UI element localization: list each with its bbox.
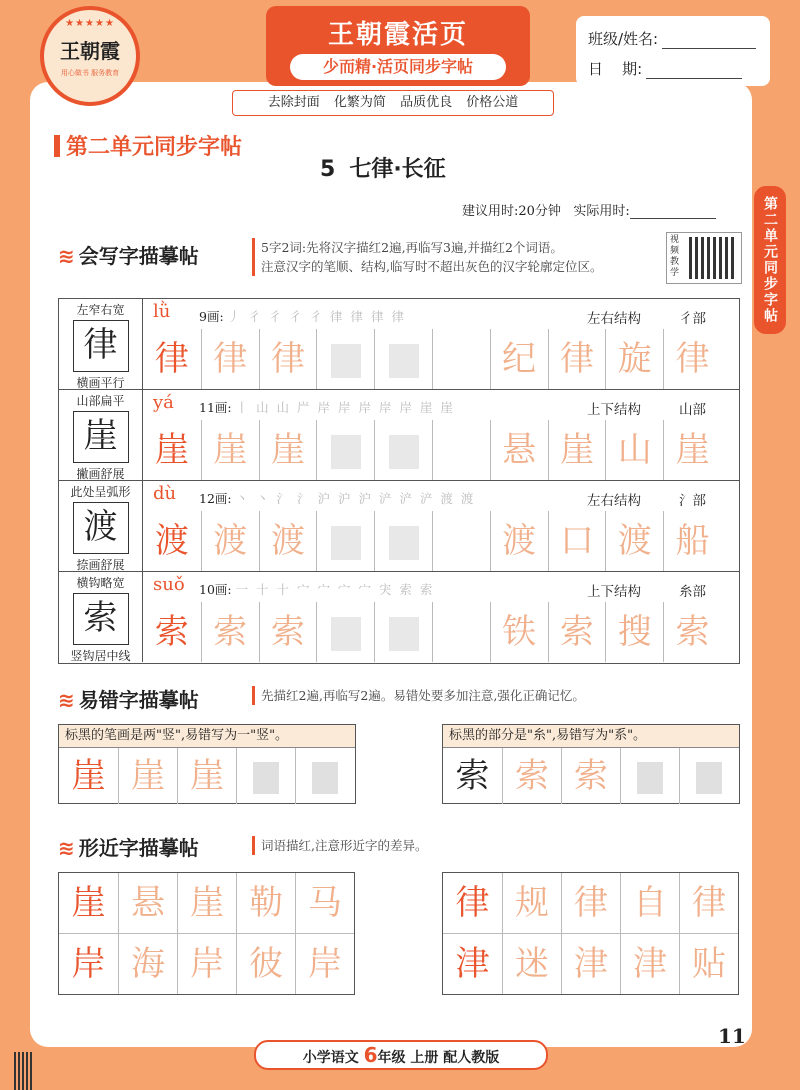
outline-guide bbox=[253, 762, 279, 794]
lesson-title bbox=[320, 152, 446, 183]
tip-top: 此处呈弧形 bbox=[70, 485, 131, 499]
stroke-order bbox=[199, 307, 406, 325]
outline-guide bbox=[389, 617, 419, 651]
wave-icon: ≋ bbox=[58, 836, 75, 860]
practice-cell[interactable]: 律 bbox=[143, 329, 201, 389]
tip-bottom: 撇画舒展 bbox=[76, 467, 125, 481]
section1-title: 会写字描摹帖 bbox=[78, 244, 199, 268]
stroke-sequence: 丿 彳 彳 彳 彳 律 律 律 律 bbox=[227, 309, 406, 324]
practice-cell[interactable] bbox=[236, 748, 295, 804]
radical: 糸部 bbox=[679, 584, 706, 600]
outline-guide bbox=[389, 526, 419, 560]
practice-cell[interactable]: 崖 bbox=[118, 748, 177, 804]
practice-cell[interactable]: 岸 bbox=[71, 944, 106, 984]
tip-top: 左窄右宽 bbox=[76, 303, 125, 317]
qr-label: 视频教学 bbox=[670, 235, 680, 278]
time-info bbox=[462, 200, 716, 219]
char-tip-box bbox=[59, 481, 143, 571]
slogan-item: 品质优良 bbox=[400, 95, 453, 110]
section3-title: 形近字描摹帖 bbox=[78, 836, 199, 860]
practice-cell[interactable] bbox=[316, 602, 374, 662]
practice-cell[interactable]: 崖 bbox=[71, 883, 106, 923]
row-divider bbox=[59, 571, 739, 572]
practice-cell[interactable]: 索 bbox=[561, 748, 620, 804]
practice-cell[interactable]: 索 bbox=[455, 756, 490, 796]
word-cell[interactable]: 渡 bbox=[490, 511, 548, 571]
slogan-bar bbox=[232, 90, 554, 116]
word-cell[interactable]: 山 bbox=[605, 420, 663, 480]
date-field[interactable] bbox=[646, 62, 742, 79]
slogan-item: 价格公道 bbox=[466, 95, 519, 110]
qr-code-icon[interactable] bbox=[689, 237, 735, 279]
section2-title: 易错字描摹帖 bbox=[78, 688, 199, 712]
practice-cell[interactable]: 索 bbox=[259, 602, 317, 662]
practice-row bbox=[143, 329, 721, 389]
word-cell[interactable]: 搜 bbox=[605, 602, 663, 662]
outline-guide bbox=[637, 762, 663, 794]
section3-instructions: 词语描红,注意形近字的差异。 bbox=[252, 836, 427, 855]
structure: 左右结构 bbox=[587, 493, 641, 509]
outline-guide bbox=[312, 762, 338, 794]
structure: 上下结构 bbox=[587, 402, 641, 418]
word-cell[interactable]: 津 bbox=[620, 934, 679, 994]
model-char: 索 bbox=[73, 593, 129, 645]
tip-bottom: 竖钩居中线 bbox=[70, 649, 131, 663]
practice-cell[interactable]: 崖 bbox=[71, 756, 106, 796]
slogan-item: 去除封面 bbox=[267, 95, 320, 110]
outline-guide bbox=[331, 344, 361, 378]
char-tip-box bbox=[59, 390, 143, 480]
unit-title-text: 第二单元同步字帖 bbox=[66, 135, 243, 160]
word-cell[interactable]: 规 bbox=[502, 873, 561, 933]
page-number: 11 bbox=[718, 1024, 746, 1048]
similar-box-left bbox=[58, 872, 355, 995]
practice-row bbox=[143, 602, 721, 662]
model-char: 渡 bbox=[73, 502, 129, 554]
practice-cell[interactable] bbox=[679, 748, 738, 804]
error-note: 标黑的部分是"糸",易错写为"系"。 bbox=[443, 725, 739, 748]
practice-cell[interactable]: 渡 bbox=[259, 511, 317, 571]
radical: 氵部 bbox=[679, 493, 706, 509]
section1-instructions bbox=[252, 238, 602, 276]
practice-cell[interactable]: 律 bbox=[259, 329, 317, 389]
tip-bottom: 横画平行 bbox=[76, 376, 125, 390]
word-cell[interactable]: 崖 bbox=[548, 420, 606, 480]
practice-cell[interactable]: 崖 bbox=[177, 748, 236, 804]
class-name-row bbox=[588, 28, 756, 50]
tip-bottom: 捺画舒展 bbox=[76, 558, 125, 572]
pinyin: suǒ bbox=[153, 574, 185, 595]
student-info-box bbox=[576, 16, 770, 86]
outline-guide bbox=[331, 435, 361, 469]
unit-title bbox=[54, 130, 242, 161]
practice-cell[interactable] bbox=[316, 511, 374, 571]
stroke-sequence: 一 十 十 宀 宀 宀 宀 宊 索 索 bbox=[235, 582, 435, 597]
similar-row bbox=[443, 933, 738, 994]
date-label: 日 期: bbox=[588, 60, 643, 78]
error-note: 标黑的笔画是两"竖",易错写为一"竖"。 bbox=[59, 725, 355, 748]
section-title-writing bbox=[58, 240, 199, 269]
outline-guide bbox=[331, 617, 361, 651]
outline-guide bbox=[389, 344, 419, 378]
row-divider bbox=[59, 389, 739, 390]
practice-cell[interactable] bbox=[432, 329, 490, 389]
stroke-order bbox=[199, 489, 475, 507]
stroke-count: 12画: bbox=[199, 491, 232, 506]
word-cell[interactable]: 勒 bbox=[236, 873, 295, 933]
footer-subject: 小学语文 bbox=[302, 1050, 359, 1066]
word-cell[interactable]: 迷 bbox=[502, 934, 561, 994]
word-cell[interactable]: 崖 bbox=[663, 420, 721, 480]
word-cell[interactable]: 纪 bbox=[490, 329, 548, 389]
footer-grade-num: 6 bbox=[363, 1043, 378, 1067]
practice-cell[interactable] bbox=[374, 420, 432, 480]
outline-guide bbox=[331, 526, 361, 560]
title-banner bbox=[266, 6, 530, 86]
video-qr-code[interactable] bbox=[666, 232, 742, 284]
similar-box-right bbox=[442, 872, 739, 995]
radical: 山部 bbox=[679, 402, 706, 418]
date-row bbox=[588, 58, 742, 80]
practice-cell[interactable]: 渡 bbox=[143, 511, 201, 571]
practice-cell[interactable] bbox=[432, 511, 490, 571]
practice-cell[interactable] bbox=[316, 420, 374, 480]
practice-cell[interactable] bbox=[316, 329, 374, 389]
word-cell[interactable]: 口 bbox=[548, 511, 606, 571]
practice-cell[interactable] bbox=[374, 329, 432, 389]
word-cell[interactable]: 岸 bbox=[177, 934, 236, 994]
brand-logo bbox=[40, 6, 140, 106]
actual-time-label: 实际用时: bbox=[573, 204, 630, 219]
side-tab: 第二单元同步字帖 bbox=[754, 186, 786, 334]
slogan-item: 化繁为简 bbox=[333, 95, 386, 110]
section1-instr-line1: 5字2词:先将汉字描红2遍,再临写3遍,并描红2个词语。 bbox=[261, 240, 563, 255]
model-char: 崖 bbox=[73, 411, 129, 463]
unit-bar bbox=[54, 135, 60, 157]
stroke-order bbox=[199, 580, 434, 598]
stroke-sequence: 丶 丶 氵 氵 沪 沪 沪 浐 浐 浐 渡 渡 bbox=[235, 491, 476, 506]
brand-subtitle: 少而精·活页同步字帖 bbox=[290, 54, 506, 80]
logo-sub: 用心做书 服务教育 bbox=[60, 69, 120, 77]
char-tip-box bbox=[59, 299, 143, 389]
section2-instructions: 先描红2遍,再临写2遍。易错处要多加注意,强化正确记忆。 bbox=[252, 686, 585, 705]
word-cell[interactable]: 索 bbox=[663, 602, 721, 662]
error-practice-row bbox=[443, 748, 739, 804]
word-cell[interactable]: 马 bbox=[295, 873, 354, 933]
word-cell[interactable]: 旋 bbox=[605, 329, 663, 389]
practice-cell[interactable] bbox=[620, 748, 679, 804]
crown-icon: ★★★★★ bbox=[65, 18, 115, 29]
practice-cell[interactable]: 索 bbox=[143, 602, 201, 662]
word-cell[interactable]: 索 bbox=[548, 602, 606, 662]
word-cell[interactable]: 岸 bbox=[295, 934, 354, 994]
practice-cell[interactable] bbox=[295, 748, 354, 804]
radical: 彳部 bbox=[679, 311, 706, 327]
char-tip-box bbox=[59, 572, 143, 662]
word-cell[interactable]: 铁 bbox=[490, 602, 548, 662]
word-cell[interactable]: 彼 bbox=[236, 934, 295, 994]
similar-row bbox=[443, 873, 738, 933]
tip-top: 横钩略宽 bbox=[76, 576, 125, 590]
footer-edition: 配人教版 bbox=[443, 1050, 500, 1066]
footer-label bbox=[254, 1040, 548, 1070]
stroke-sequence: 丨 山 山 屵 岸 岸 岸 岸 岸 崖 崖 bbox=[235, 400, 455, 415]
pinyin: lǜ bbox=[153, 301, 171, 322]
practice-cell[interactable] bbox=[432, 602, 490, 662]
tip-top: 山部扁平 bbox=[76, 394, 125, 408]
pinyin: dù bbox=[153, 483, 177, 504]
word-cell[interactable]: 贴 bbox=[679, 934, 738, 994]
section1-instr-line2: 注意汉字的笔顺、结构,临写时不超出灰色的汉字轮廓定位区。 bbox=[261, 259, 603, 274]
binding-strip bbox=[14, 1052, 34, 1090]
word-cell[interactable]: 律 bbox=[548, 329, 606, 389]
stroke-count: 11画: bbox=[199, 400, 232, 415]
practice-cell[interactable] bbox=[374, 511, 432, 571]
error-box-right bbox=[442, 724, 740, 804]
stroke-count: 9画: bbox=[199, 309, 224, 324]
lesson-number: 5 bbox=[320, 157, 336, 182]
footer-term: 上册 bbox=[410, 1050, 439, 1066]
error-box-left bbox=[58, 724, 356, 804]
word-cell[interactable]: 悬 bbox=[118, 873, 177, 933]
word-cell[interactable]: 自 bbox=[620, 873, 679, 933]
lesson-name: 七律·长征 bbox=[349, 157, 446, 182]
similar-row bbox=[59, 873, 354, 933]
model-char: 律 bbox=[73, 320, 129, 372]
footer-grade-unit: 年级 bbox=[377, 1050, 406, 1066]
wave-icon: ≋ bbox=[58, 244, 75, 268]
practice-cell[interactable]: 崖 bbox=[259, 420, 317, 480]
word-cell[interactable]: 崖 bbox=[177, 873, 236, 933]
actual-time-field[interactable] bbox=[630, 204, 716, 219]
word-cell[interactable]: 律 bbox=[679, 873, 738, 933]
pinyin: yá bbox=[153, 392, 174, 413]
word-cell[interactable]: 律 bbox=[663, 329, 721, 389]
error-practice-row bbox=[59, 748, 355, 804]
practice-row bbox=[143, 511, 721, 571]
practice-row bbox=[143, 420, 721, 480]
word-cell[interactable]: 津 bbox=[561, 934, 620, 994]
wave-icon: ≋ bbox=[58, 688, 75, 712]
practice-cell[interactable]: 崖 bbox=[201, 420, 259, 480]
practice-cell[interactable] bbox=[432, 420, 490, 480]
logo-name: 王朝霞 bbox=[60, 39, 120, 63]
stroke-count: 10画: bbox=[199, 582, 232, 597]
word-cell[interactable]: 船 bbox=[663, 511, 721, 571]
stroke-order bbox=[199, 398, 455, 416]
word-cell[interactable]: 律 bbox=[561, 873, 620, 933]
practice-cell[interactable]: 崖 bbox=[143, 420, 201, 480]
suggested-time: 建议用时:20分钟 bbox=[462, 204, 561, 219]
class-name-field[interactable] bbox=[662, 32, 756, 49]
word-cell[interactable]: 渡 bbox=[605, 511, 663, 571]
section-title-errors bbox=[58, 684, 199, 713]
row-divider bbox=[59, 480, 739, 481]
similar-row bbox=[59, 933, 354, 994]
character-grid bbox=[58, 298, 740, 664]
outline-guide bbox=[696, 762, 722, 794]
structure: 左右结构 bbox=[587, 311, 641, 327]
practice-cell[interactable]: 渡 bbox=[201, 511, 259, 571]
section-title-similar bbox=[58, 832, 199, 861]
practice-cell[interactable]: 索 bbox=[502, 748, 561, 804]
structure: 上下结构 bbox=[587, 584, 641, 600]
practice-cell[interactable]: 律 bbox=[455, 883, 490, 923]
brand-title: 王朝霞活页 bbox=[327, 20, 468, 50]
class-name-label: 班级/姓名: bbox=[588, 30, 659, 48]
practice-cell[interactable]: 津 bbox=[455, 944, 490, 984]
practice-cell[interactable]: 律 bbox=[201, 329, 259, 389]
word-cell[interactable]: 海 bbox=[118, 934, 177, 994]
practice-cell[interactable] bbox=[374, 602, 432, 662]
practice-cell[interactable]: 索 bbox=[201, 602, 259, 662]
word-cell[interactable]: 悬 bbox=[490, 420, 548, 480]
outline-guide bbox=[389, 435, 419, 469]
